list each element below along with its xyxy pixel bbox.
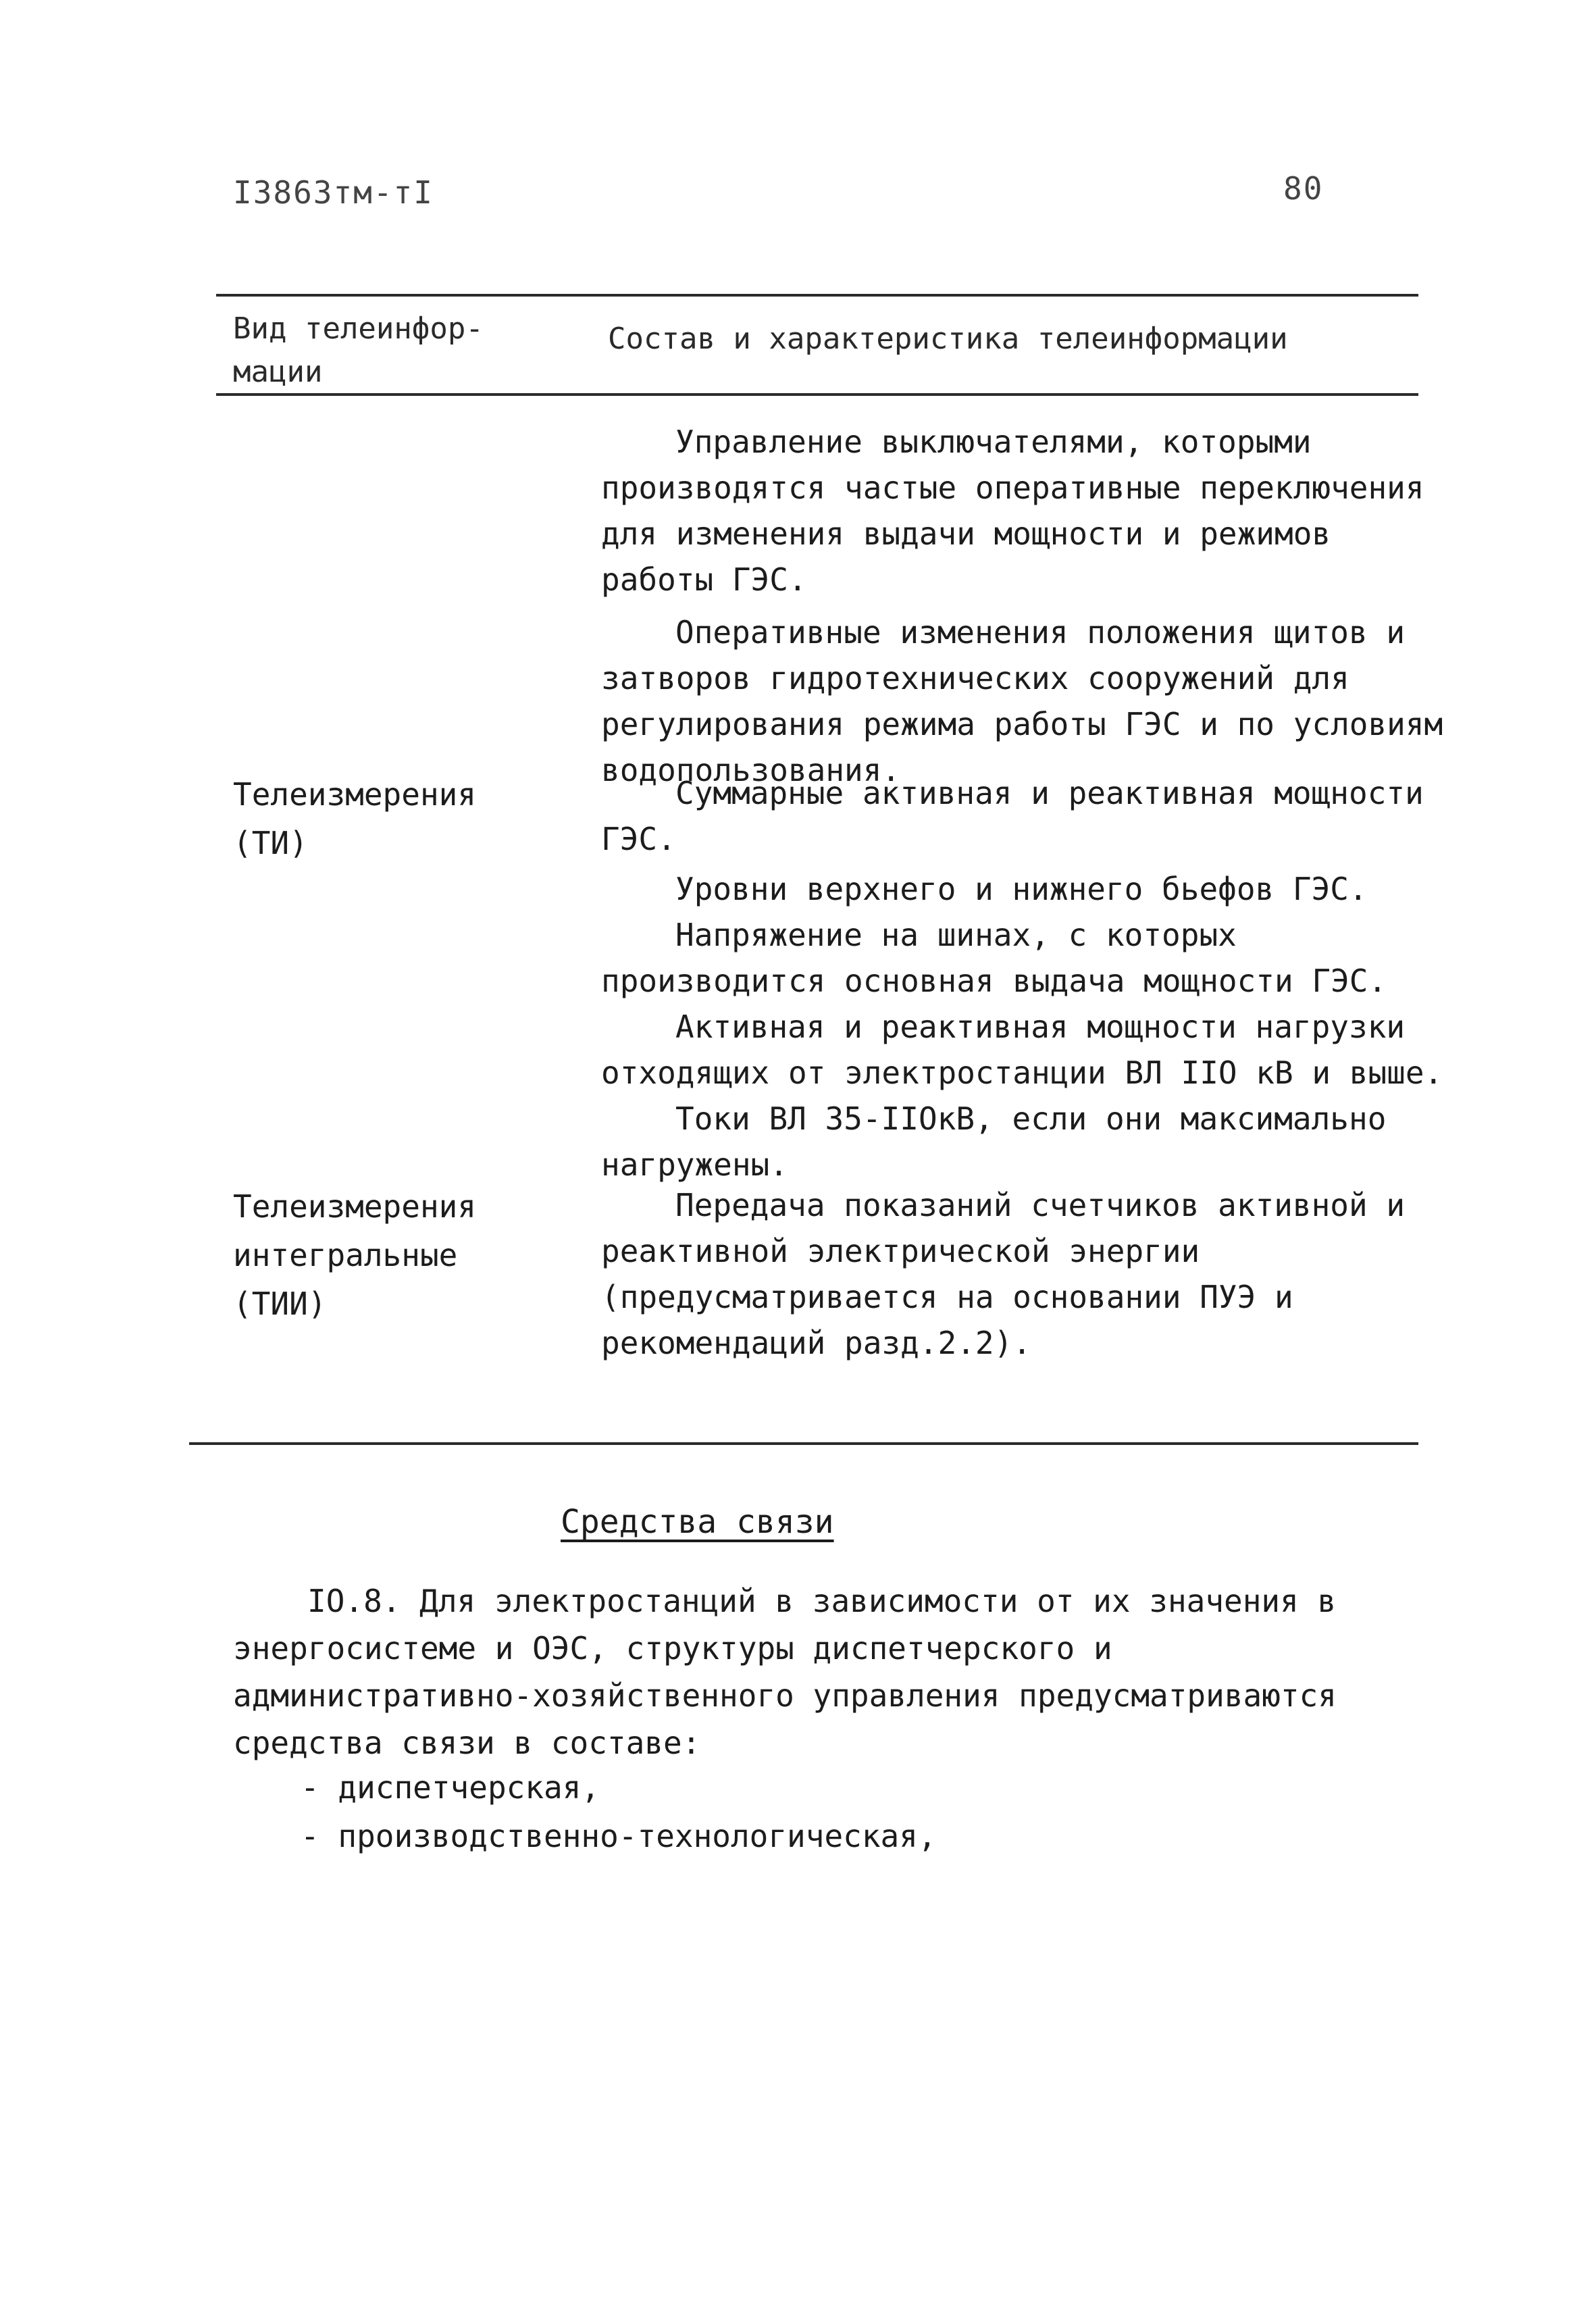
table-cell-item: Суммарные активная и реактивная мощности ГЭС. — [601, 775, 1424, 857]
table-header-rule — [216, 393, 1418, 396]
table-row-tii — [601, 1182, 1445, 1366]
column-header-content: Состав и характеристика телеинформации — [608, 322, 1288, 356]
paragraph-text: IO.8. Для электростанций в зависимости от их значения в энергосистеме и ОЭС, структуры диспетчерского и административно-хозяйственного управления предусматриваются средства связи в составе: — [233, 1583, 1337, 1761]
table-bottom-rule — [189, 1442, 1418, 1445]
column-header-type: Вид телеинфор- мации — [233, 311, 484, 389]
table-cell-item: Напряжение на шинах, с которых производится основная выдача мощности ГЭС. — [601, 917, 1387, 999]
section-title: Средства связи — [561, 1503, 834, 1541]
table-cell-item: Передача показаний счетчиков активной и реактивной электрической энергии (предусматривается на основании ПУЭ и рекомендаций разд.2.2). — [601, 1187, 1406, 1361]
means-list — [301, 1763, 937, 1860]
table-top-rule — [216, 294, 1418, 297]
row-type-tii: Телеизмерения интегральные (ТИИ) — [233, 1188, 477, 1322]
row-type-ti: Телеизмерения (ТИ) — [233, 776, 477, 861]
table-cell-item: Уровни верхнего и нижнего бьефов ГЭС. — [675, 871, 1368, 907]
list-item: - диспетчерская, — [301, 1769, 600, 1806]
table-row-ti — [601, 770, 1445, 1188]
page-number: 80 — [1283, 170, 1324, 207]
document-code: I3863тм-тI — [233, 174, 434, 211]
table-cell-item: Оперативные изменения положения щитов и затворов гидротехнических сооружений для регулирования режима работы ГЭС и по условиям водопользования. — [601, 614, 1443, 788]
list-item: - производственно-технологическая, — [301, 1818, 937, 1854]
table-row-controls — [601, 419, 1445, 793]
table-cell-item: Активная и реактивная мощности нагрузки отходящих от электростанции ВЛ IIO кВ и выше. — [601, 1009, 1443, 1091]
table-cell-item: Токи ВЛ 35-IIOкВ, если они максимально нагружены. — [601, 1100, 1387, 1183]
table-cell-item: Управление выключателями, которыми производятся частые оперативные переключения для изменения выдачи мощности и режимов работы ГЭС. — [601, 424, 1424, 598]
section-paragraph — [233, 1577, 1422, 1766]
